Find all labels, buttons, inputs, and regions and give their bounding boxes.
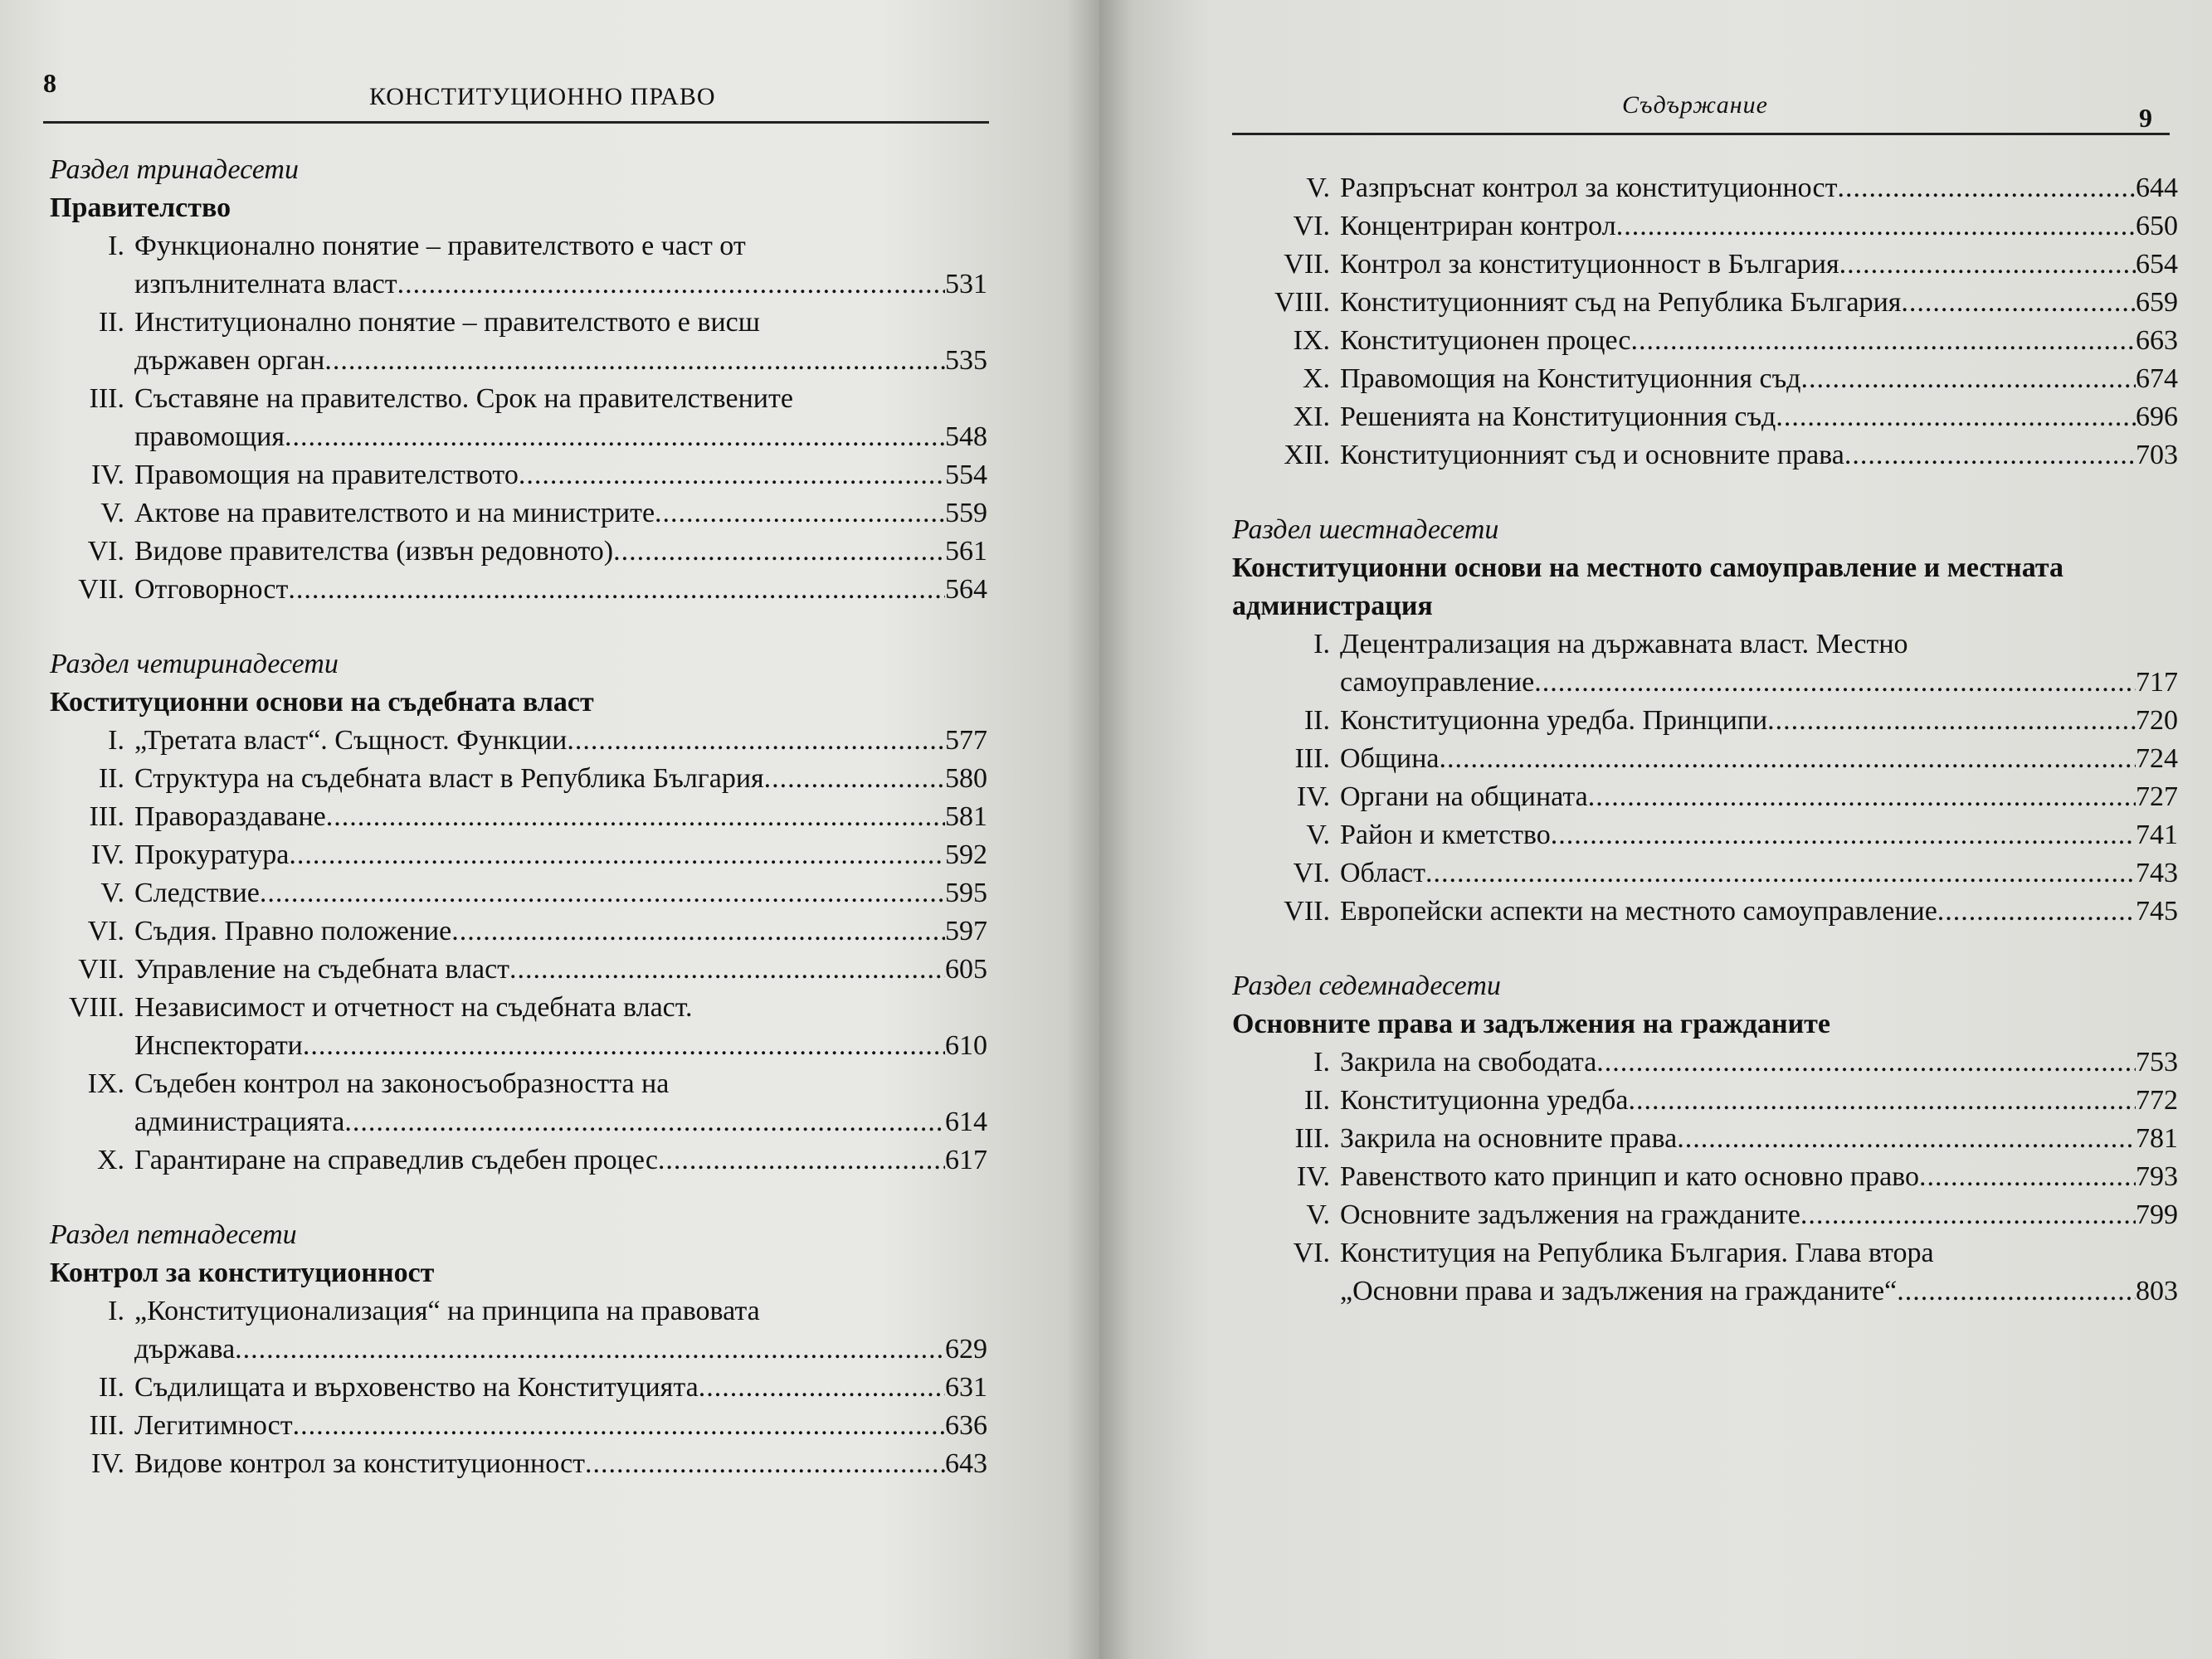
entry-title: самоуправление [1340,667,1535,698]
leader-dots [1901,284,2136,322]
toc-entry [1232,398,2178,436]
running-head: КОНСТИТУЦИОННО ПРАВО [369,83,716,110]
toc-entry [50,456,987,494]
entry-title-line: Конституция на Република България. Глава втора [1340,1238,1934,1268]
page-number: 9 [2139,103,2152,133]
entry-title-line: Децентрализация на държавната власт. Местно [1340,629,1908,659]
toc-entry [1232,1234,2178,1311]
section-title: Основните права и задължения на гражданите [1232,1009,1830,1039]
entry-number: V. [1306,173,1330,203]
entry-page: 559 [945,498,987,528]
entry-title: държава [134,1334,236,1365]
entry-number: I. [1313,629,1330,659]
entry-page: 597 [945,916,987,946]
entry-title: Област [1340,858,1426,888]
entry-page: 717 [2136,667,2178,698]
leader-dots [1616,207,2136,246]
entry-title: изпълнителната власт [134,269,397,299]
toc-entry [50,912,987,951]
entry-title-line: Институционално понятие – правителството е висш [134,307,760,338]
entry-title: „Основни права и задължения на гражданите“ [1340,1276,1898,1306]
section-label: Раздел четиринадесети [50,649,339,679]
entry-title: Отговорност [134,574,289,605]
toc-entry [50,1065,987,1141]
section-label: Раздел шестнадесети [1232,514,1499,545]
toc-entry [50,1141,987,1180]
entry-page: 577 [945,725,987,756]
entry-page: 724 [2136,743,2178,774]
leader-dots [509,951,945,989]
entry-number: I. [1313,1047,1330,1078]
section-title: Контрол за конституционност [50,1258,435,1288]
entry-page: 803 [2136,1276,2178,1306]
entry-title: Закрила на основните права [1340,1123,1678,1154]
toc-entry [50,380,987,456]
toc-left [50,151,987,1483]
entry-page: 741 [2136,820,2178,850]
leader-dots [397,265,945,304]
leader-dots [1440,740,2136,778]
entry-page: 650 [2136,211,2178,241]
leader-dots [1628,1082,2136,1120]
running-head: Съдържание [1622,91,1768,119]
entry-page: 564 [945,574,987,605]
toc-entry [1232,740,2178,778]
header-rule [43,121,989,124]
entry-page: 781 [2136,1123,2178,1154]
entry-title: Органи на общината [1340,781,1588,812]
entry-title: Структура на съдебната власт в Република България [134,763,764,794]
leader-dots [567,722,945,760]
entry-page: 614 [945,1107,987,1137]
entry-title: Правомощия на Конституционния съд [1340,363,1801,394]
toc-right [1232,169,2178,1311]
leader-dots [289,836,945,874]
leader-dots [1767,702,2136,740]
entry-title: държавен орган [134,345,325,376]
leader-dots [451,912,945,951]
entry-page: 643 [945,1448,987,1479]
section-label: Раздел петнадесети [50,1219,297,1250]
entry-title: Правомощия на правителството [134,460,519,490]
entry-number: VI. [1293,211,1330,241]
entry-title: Съдилищата и върховенство на Конституцията [134,1372,699,1403]
leader-dots [285,418,945,456]
entry-title: Конституционна уредба [1340,1085,1629,1116]
entry-page: 745 [2136,896,2178,927]
entry-number: VI. [87,536,124,567]
toc-entry [1232,322,2178,360]
entry-title: Конституционен процес [1340,325,1631,356]
leader-dots [1551,816,2136,854]
toc-entry [1232,625,2178,702]
entry-page: 595 [945,878,987,908]
entry-title: Конституционният съд и основните права [1340,440,1844,470]
entry-page: 617 [945,1145,987,1175]
entry-title: Видове правителства (извън редовното) [134,536,614,567]
entry-page: 629 [945,1334,987,1365]
entry-title: администрацията [134,1107,345,1137]
entry-title: Прокуратура [134,839,290,870]
entry-page: 743 [2136,858,2178,888]
toc-entry [1232,893,2178,931]
toc-entry [1232,778,2178,816]
entry-page: 548 [945,421,987,452]
entry-number: IV. [1297,1161,1330,1192]
entry-page: 561 [945,536,987,567]
entry-page: 581 [945,801,987,832]
toc-entry [50,836,987,874]
leader-dots [519,456,945,494]
toc-entry [50,722,987,760]
leader-dots [613,533,945,571]
entry-number: VIII. [68,992,124,1023]
entry-number: IV. [91,1448,124,1479]
entry-number: VII. [1284,896,1330,927]
entry-page: 531 [945,269,987,299]
toc-entry [50,951,987,989]
entry-number: III. [1294,1123,1330,1154]
leader-dots [1588,778,2136,816]
entry-title: Община [1340,743,1440,774]
entry-number: IV. [91,839,124,870]
leader-dots [288,571,945,609]
entry-number: III. [89,383,124,414]
entry-page: 799 [2136,1199,2178,1230]
entry-title: Европейски аспекти на местното самоуправление [1340,896,1937,927]
leader-dots [1534,664,2136,702]
entry-page: 580 [945,763,987,794]
entry-title-line: Съдебен контрол на законосъобразността на [134,1068,670,1099]
toc-entry [50,494,987,533]
toc-entry [1232,436,2178,474]
entry-title: Гарантиране на справедлив съдебен процес [134,1145,658,1175]
leader-dots [1596,1044,2136,1082]
leader-dots [1425,854,2136,893]
toc-entry [1232,1044,2178,1082]
entry-number: II. [1303,705,1330,736]
toc-entry [1232,1158,2178,1196]
entry-number: III. [1294,743,1330,774]
entry-title: Инспекторати [134,1030,303,1061]
leader-dots [699,1369,945,1407]
leader-dots [1800,360,2136,398]
toc-entry [1232,1120,2178,1158]
entry-number: V. [1306,1199,1330,1230]
section-title: Конституционни основи на местното самоуправление и местната администрация [1232,552,2064,621]
entry-page: 605 [945,954,987,985]
leader-dots [764,760,945,798]
entry-title-line: Съставяне на правителство. Срок на правителствените [134,383,793,414]
leader-dots [1919,1158,2136,1196]
toc-entry [1232,816,2178,854]
entry-number: II. [98,307,124,338]
entry-title: Конституционна уредба. Принципи [1340,705,1768,736]
entry-number: III. [89,1410,124,1441]
toc-entry [50,798,987,836]
entry-title: Район и кметство [1340,820,1551,850]
leader-dots [1800,1196,2136,1234]
leader-dots [1937,893,2136,931]
entry-title: Актове на правителството и на министрите [134,498,655,528]
entry-number: VI. [1293,858,1330,888]
toc-entry [50,1407,987,1445]
entry-title: правомощия [134,421,285,452]
entry-number: V. [1306,820,1330,850]
toc-entry [50,227,987,304]
leader-dots [293,1407,945,1445]
entry-page: 535 [945,345,987,376]
entry-title: Решенията на Конституционния съд [1340,401,1776,432]
toc-entry [1232,360,2178,398]
leader-dots [1839,246,2136,284]
left-page [0,0,1099,1659]
entry-number: II. [98,1372,124,1403]
entry-title: Концентриран контрол [1340,211,1616,241]
entry-number: II. [98,763,124,794]
entry-page: 674 [2136,363,2178,394]
section-label: Раздел седемнадесети [1232,971,1501,1001]
entry-number: XI. [1293,401,1330,432]
entry-title-line: Независимост и отчетност на съдебната власт. [134,992,693,1023]
entry-number: VII. [1284,249,1330,280]
toc-entry [50,533,987,571]
toc-entry [50,1292,987,1369]
entry-title: Основните задължения на гражданите [1340,1199,1800,1230]
section-title: Коституционни основи на съдебната власт [50,687,594,718]
entry-number: VIII. [1274,287,1330,318]
entry-number: IX. [1293,325,1330,356]
leader-dots [1631,322,2136,360]
entry-page: 554 [945,460,987,490]
entry-number: IX. [87,1068,124,1099]
entry-page: 631 [945,1372,987,1403]
toc-entry [1232,284,2178,322]
entry-title: Следствие [134,878,260,908]
entry-page: 793 [2136,1161,2178,1192]
entry-number: IV. [91,460,124,490]
entry-title: Легитимност [134,1410,293,1441]
entry-page: 696 [2136,401,2178,432]
entry-title: Контрол за конституционност в България [1340,249,1839,280]
entry-page: 772 [2136,1085,2178,1116]
entry-page: 610 [945,1030,987,1061]
entry-title: „Третата власт“. Същност. Функции [134,725,568,756]
toc-entry [50,1445,987,1483]
entry-number: VI. [1293,1238,1330,1268]
entry-number: I. [108,1296,124,1326]
leader-dots [303,1027,945,1065]
entry-title-line: „Конституционализация“ на принципа на правовата [134,1296,760,1326]
header-rule [1232,133,2170,135]
leader-dots [1837,169,2136,207]
entry-number: V. [100,498,124,528]
entry-page: 659 [2136,287,2178,318]
leader-dots [585,1445,945,1483]
leader-dots [1844,436,2136,474]
entry-title: Видове контрол за конституционност [134,1448,586,1479]
entry-page: 703 [2136,440,2178,470]
entry-page: 636 [945,1410,987,1441]
entry-number: VII. [78,954,124,985]
section-title: Правителство [50,192,231,223]
toc-entry [1232,854,2178,893]
entry-number: I. [108,725,124,756]
page-number: 8 [43,68,56,98]
entry-title: Управление на съдебната власт [134,954,510,985]
entry-page: 663 [2136,325,2178,356]
leader-dots [326,798,945,836]
entry-number: I. [108,231,124,261]
toc-entry [50,874,987,912]
toc-entry [1232,207,2178,246]
leader-dots [1776,398,2136,436]
toc-entry [1232,246,2178,284]
toc-entry [50,1369,987,1407]
entry-number: VII. [78,574,124,605]
entry-page: 654 [2136,249,2178,280]
leader-dots [344,1103,945,1141]
entry-page: 753 [2136,1047,2178,1078]
entry-number: V. [100,878,124,908]
entry-number: IV. [1297,781,1330,812]
leader-dots [260,874,945,912]
entry-page: 644 [2136,173,2178,203]
entry-title: Закрила на свободата [1340,1047,1597,1078]
leader-dots [235,1331,945,1369]
toc-entry [1232,1082,2178,1120]
entry-title: Разпръснат контрол за конституционност [1340,173,1838,203]
entry-title: Правораздаване [134,801,326,832]
entry-number: II. [1303,1085,1330,1116]
leader-dots [324,342,945,380]
leader-dots [655,494,945,533]
entry-number: X. [96,1145,124,1175]
entry-page: 592 [945,839,987,870]
leader-dots [658,1141,945,1180]
entry-title: Конституционният съд на Република България [1340,287,1902,318]
entry-number: III. [89,801,124,832]
entry-title: Равенството като принцип и като основно право [1340,1161,1919,1192]
right-page [1099,0,2212,1659]
toc-entry [50,571,987,609]
leader-dots [1677,1120,2136,1158]
toc-entry [1232,169,2178,207]
toc-entry [1232,1196,2178,1234]
entry-number: XII. [1284,440,1330,470]
entry-number: VI. [87,916,124,946]
entry-title: Съдия. Правно положение [134,916,452,946]
toc-entry [50,989,987,1065]
entry-title-line: Функционално понятие – правителството е част от [134,231,746,261]
entry-page: 720 [2136,705,2178,736]
toc-entry [50,760,987,798]
toc-entry [50,304,987,380]
section-label: Раздел тринадесети [50,154,299,185]
entry-number: X. [1302,363,1330,394]
entry-page: 727 [2136,781,2178,812]
toc-entry [1232,702,2178,740]
leader-dots [1897,1272,2136,1311]
